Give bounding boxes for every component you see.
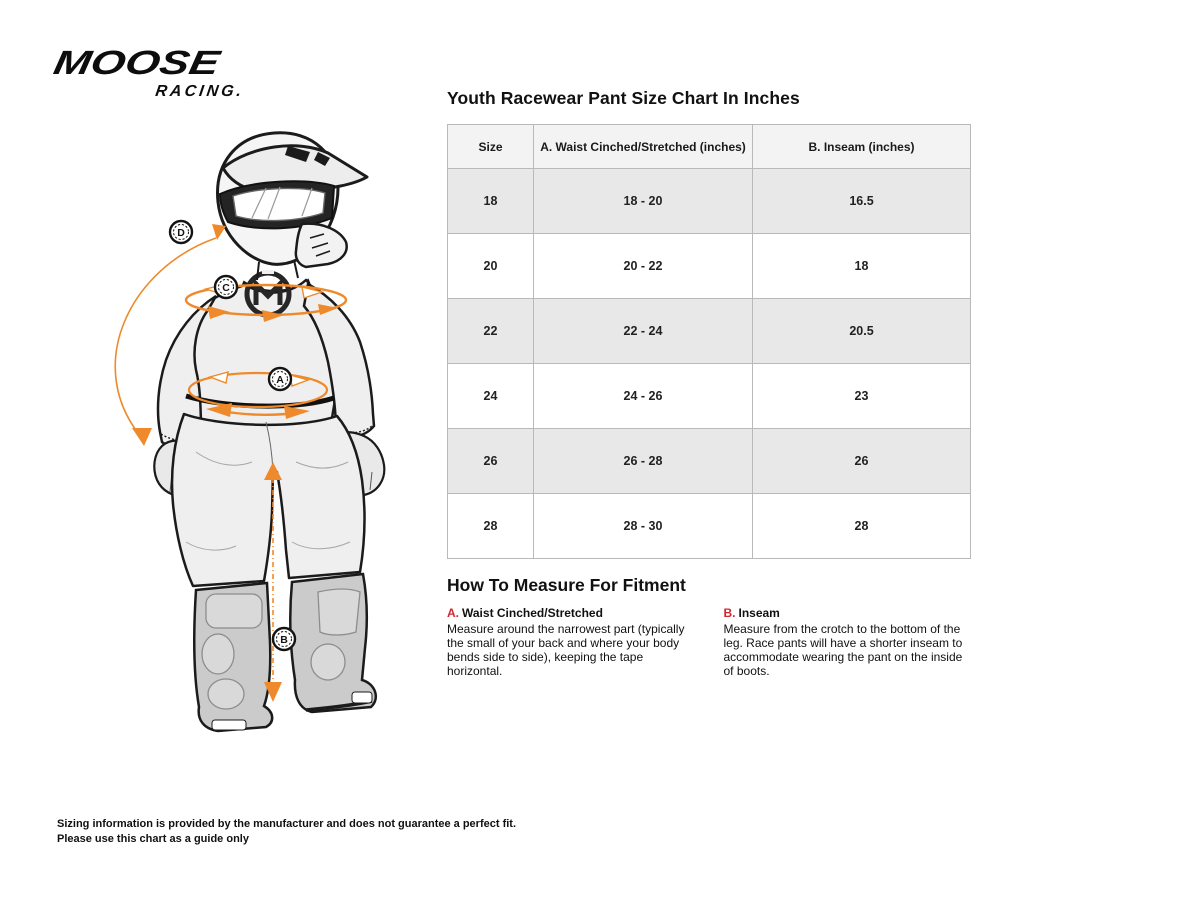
cell-inseam: 23 xyxy=(753,364,971,429)
measure-item-waist xyxy=(447,606,694,679)
how-to-measure-heading: How To Measure For Fitment xyxy=(447,575,686,595)
table-row xyxy=(448,169,971,234)
sleeve-arc-end-arrow xyxy=(132,428,152,446)
disclaimer-line-1: Sizing information is provided by the manufacturer and does not guarantee a perfect fit. xyxy=(57,818,517,830)
measure-item-inseam xyxy=(724,606,971,679)
cell-waist: 20 - 22 xyxy=(534,234,753,299)
brand-logo-subtext: RACING. xyxy=(154,82,246,100)
cell-size: 26 xyxy=(448,429,534,494)
cell-size: 24 xyxy=(448,364,534,429)
cell-waist: 18 - 20 xyxy=(534,169,753,234)
marker-b xyxy=(273,628,295,650)
cell-inseam: 26 xyxy=(753,429,971,494)
rider-measurement-illustration xyxy=(66,122,396,747)
cell-waist: 26 - 28 xyxy=(534,429,753,494)
marker-a-letter: A xyxy=(276,374,284,386)
cell-waist: 22 - 24 xyxy=(534,299,753,364)
cell-waist: 28 - 30 xyxy=(534,494,753,559)
marker-a xyxy=(269,368,291,390)
measure-item-body: Measure around the narrowest part (typically the small of your back and where your body bends side to side), keeping the tape horizontal. xyxy=(447,622,685,679)
cell-size: 22 xyxy=(448,299,534,364)
column-header-size: Size xyxy=(448,125,534,169)
right-boot-shin-plate xyxy=(318,589,360,635)
cell-waist: 24 - 26 xyxy=(534,364,753,429)
table-row xyxy=(448,234,971,299)
right-boot-panel xyxy=(311,644,345,680)
cell-size: 20 xyxy=(448,234,534,299)
column-header-inseam: B. Inseam (inches) xyxy=(753,125,971,169)
rider-figure-svg xyxy=(66,122,396,747)
marker-c xyxy=(215,276,237,298)
cell-size: 18 xyxy=(448,169,534,234)
goggle-lens xyxy=(233,188,325,220)
disclaimer-line-2: Please use this chart as a guide only xyxy=(57,832,249,845)
marker-d xyxy=(170,221,192,243)
column-header-waist: A. Waist Cinched/Stretched (inches) xyxy=(534,125,753,169)
brand-logo-wordmark: MOOSE xyxy=(50,43,223,82)
measure-letter-b: B. xyxy=(723,606,736,620)
cell-inseam: 28 xyxy=(753,494,971,559)
cell-inseam: 20.5 xyxy=(753,299,971,364)
cell-inseam: 16.5 xyxy=(753,169,971,234)
left-boot-tread xyxy=(212,720,246,730)
measure-item-title xyxy=(447,606,694,620)
marker-c-letter: C xyxy=(222,282,230,294)
table-row xyxy=(448,429,971,494)
measure-title-text: Inseam xyxy=(738,606,780,620)
measure-item-title xyxy=(724,606,971,620)
size-chart-table xyxy=(447,124,971,559)
marker-b-letter: B xyxy=(280,634,288,646)
left-boot-ankle-panel xyxy=(208,679,244,709)
size-chart-section xyxy=(447,88,970,679)
table-row xyxy=(448,364,971,429)
cell-inseam: 18 xyxy=(753,234,971,299)
measure-item-body: Measure from the crotch to the bottom of the leg. Race pants will have a shorter inseam to accommodate wearing the pant on the inside of boots. xyxy=(723,622,963,679)
right-boot-tread xyxy=(352,692,372,703)
table-row xyxy=(448,299,971,364)
disclaimer xyxy=(57,817,516,847)
table-header-row xyxy=(448,125,971,169)
measure-letter-a: A. xyxy=(447,606,459,620)
pants xyxy=(172,414,364,586)
cell-size: 28 xyxy=(448,494,534,559)
page-title: Youth Racewear Pant Size Chart In Inches xyxy=(447,88,800,108)
left-boot-shin-plate xyxy=(206,594,262,628)
sleeve-arc-start-arrow xyxy=(212,224,226,240)
table-row xyxy=(448,494,971,559)
how-to-measure-section xyxy=(447,575,970,679)
marker-d-letter: D xyxy=(177,227,185,239)
measure-title-text: Waist Cinched/Stretched xyxy=(462,606,603,620)
left-boot-panel xyxy=(202,634,234,674)
brand-logo xyxy=(50,43,252,101)
